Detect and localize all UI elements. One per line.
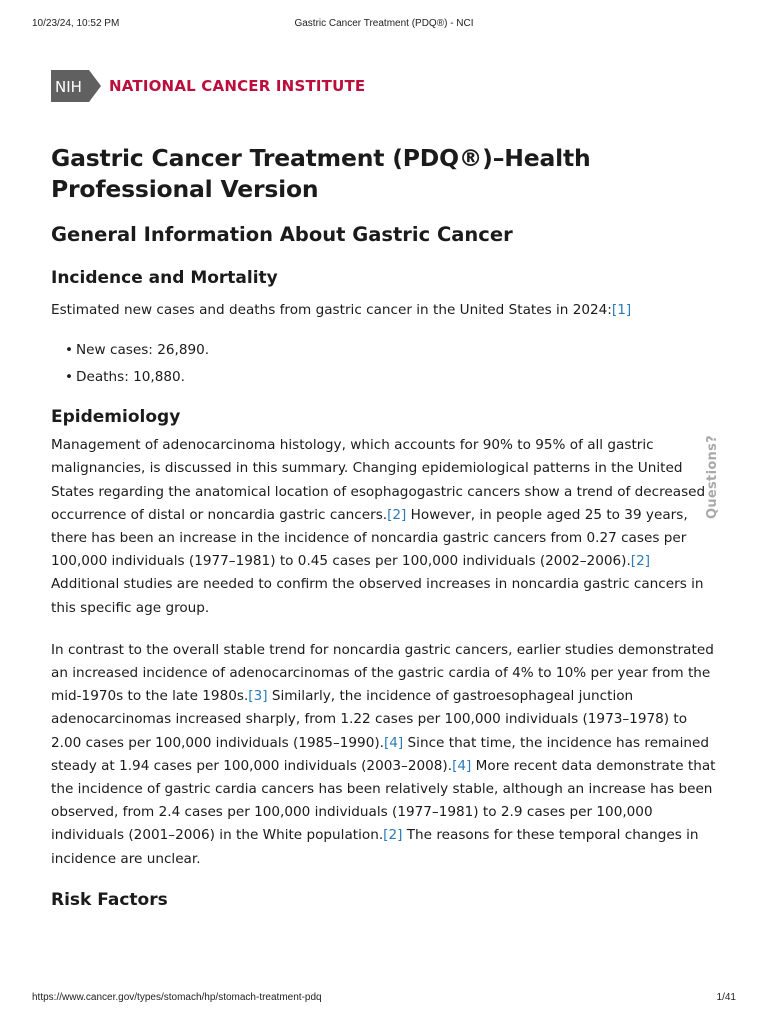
print-footer (0, 992, 768, 1006)
risk-factors-heading: Risk Factors (51, 889, 168, 910)
epidemiology-paragraph-2: In contrast to the overall stable trend for noncardia gastric cancers, earlier studies demonstrated an increased incidence of adenocarcinomas of the gastric cardia of 4% to 10% per year from the mid-1970s to the late 1980s.[3] Similarly, the incidence of gastroesophageal junction adenocarcinomas increased sharply, from 1.22 cases per 100,000 individuals (1973–1978) to 2.00 cases per 100,000 individuals (1985–1990).[4] Since that time, the incidence has remained steady at 1.94 cases per 100,000 individuals (2003–2008).[4] More recent data demonstrate that the incidence of gastric cardia cancers has been relatively stable, although an increase has been observed, from 2.4 cases per 100,000 individuals (1977–1981) to 2.9 cases per 100,000 individuals (2001–2006) in the White population.[2] The reasons for these temporal changes in incidence are unclear. (51, 641, 716, 867)
org-name: NATIONAL CANCER INSTITUTE (109, 77, 366, 95)
reference-link-3[interactable]: [3] (248, 688, 268, 705)
list-item: • New cases: 26,890. (51, 339, 718, 362)
print-page-number: 1/41 (716, 992, 736, 1003)
page-title: Gastric Cancer Treatment (PDQ®)–Health Professional Version (51, 144, 591, 203)
print-header (0, 18, 768, 32)
print-datetime: 10/23/24, 10:52 PM (32, 18, 120, 29)
print-url: https://www.cancer.gov/types/stomach/hp/stomach-treatment-pdq (32, 992, 322, 1003)
bullet: • (65, 342, 74, 359)
nci-logo[interactable] (51, 70, 365, 102)
reference-link-4[interactable]: [4] (452, 757, 472, 774)
article-content (51, 143, 718, 912)
reference-link-4[interactable]: [4] (383, 734, 404, 751)
incidence-heading: Incidence and Mortality (51, 268, 278, 288)
incidence-intro: Estimated new cases and deaths from gastric cancer in the United States in 2024:[1] (51, 302, 632, 318)
incidence-stats-list (51, 339, 718, 389)
nih-badge-text: NIH (55, 78, 82, 96)
epidemiology-heading: Epidemiology (51, 407, 181, 428)
section-heading: General Information About Gastric Cancer (51, 223, 513, 246)
epidemiology-paragraph-1: Management of adenocarcinoma histology, which accounts for 90% to 95% of all gastric malignancies, is discussed in this summary. Changing epidemiological patterns in the United States regarding the anatomical location of esophagogastric cancers show a trend of decreased occurrence of distal or noncardia gastric cancers.[2] However, in people aged 25 to 39 years, there has been an increase in the incidence of noncardia gastric cancers from 0.27 cases per 100,000 individuals (1977–1981) to 0.45 cases per 100,000 individuals (2002–2006).[2] Additional studies are needed to confirm the observed increases in noncardia gastric cancers in this specific age group. (51, 437, 706, 616)
reference-link-2[interactable]: [2] (383, 827, 403, 844)
nih-badge-icon (51, 70, 101, 102)
bullet: • (65, 369, 74, 386)
list-item: • Deaths: 10,880. (51, 366, 718, 389)
reference-link-1[interactable]: [1] (611, 302, 632, 318)
reference-link-2[interactable]: [2] (630, 553, 651, 570)
print-page-title: Gastric Cancer Treatment (PDQ®) - NCI (294, 18, 474, 29)
questions-tab-label: Questions? (705, 432, 725, 522)
questions-tab[interactable] (700, 432, 724, 522)
reference-link-2[interactable]: [2] (387, 506, 407, 523)
